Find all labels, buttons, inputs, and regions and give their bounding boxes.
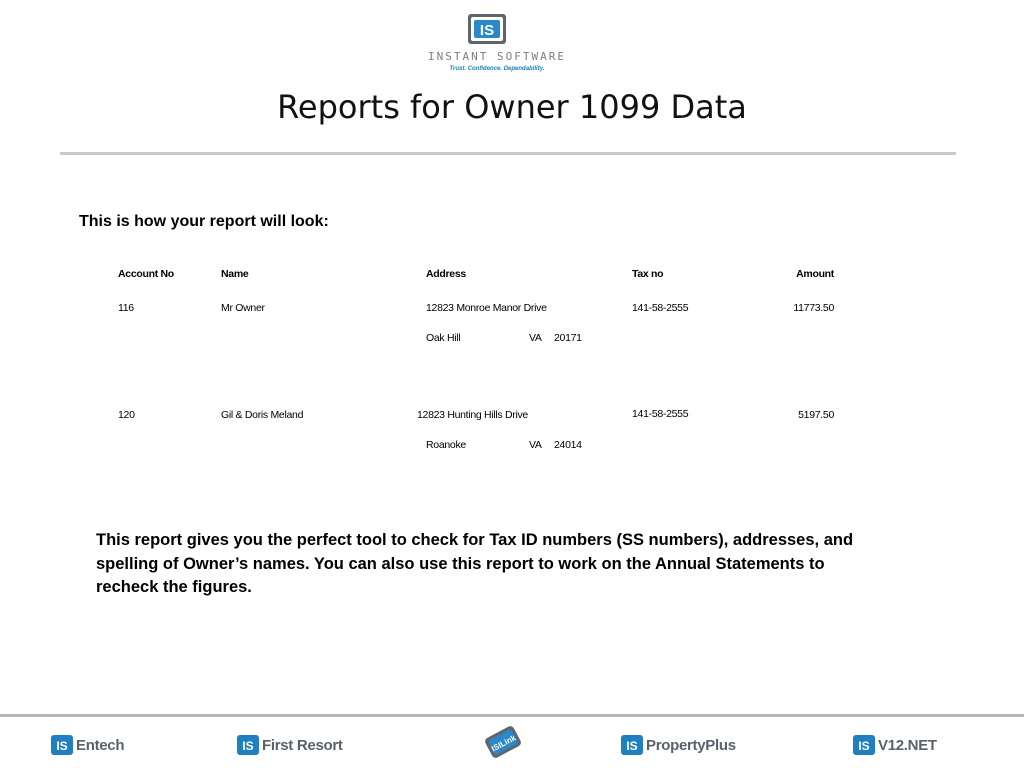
svg-text:IS: IS — [56, 739, 68, 753]
svg-text:IS: IS — [626, 739, 638, 753]
page-title: Reports for Owner 1099 Data — [277, 88, 747, 126]
row-amount: 5197.50 — [798, 409, 834, 421]
is-logo-icon — [236, 734, 260, 756]
row-account-no: 120 — [118, 409, 135, 421]
row-address-line1: 12823 Hunting Hills Drive — [417, 409, 528, 421]
row-zip: 24014 — [554, 439, 582, 451]
brand-v12net — [852, 730, 937, 760]
brand-name: PropertyPlus — [646, 736, 736, 754]
is-logo-icon — [852, 734, 876, 756]
svg-text:IS: IS — [858, 739, 870, 753]
svg-text:IS: IS — [479, 22, 495, 39]
column-header-address: Address — [426, 268, 466, 280]
report-description: This report gives you the perfect tool to check for Tax ID numbers (SS numbers), addresses, and spelling of Owner’s names. You can also use this report to work on the Annual Statements to recheck the figures. — [96, 531, 854, 596]
brand-entech — [50, 730, 124, 760]
is-logo-icon — [416, 12, 578, 52]
row-account-no: 116 — [118, 302, 134, 314]
intro-text: This is how your report will look: — [79, 213, 329, 230]
row-name: Mr Owner — [221, 302, 265, 314]
brand-name: V12.NET — [878, 736, 937, 754]
row-state: VA — [529, 332, 542, 344]
column-header-tax-no: Tax no — [632, 268, 664, 280]
row-city: Roanoke — [426, 439, 466, 451]
row-tax-no: 141-58-2555 — [632, 408, 689, 420]
logo-tagline: Trust. Confidence. Dependability. — [449, 66, 545, 72]
isilink-logo-icon — [482, 722, 524, 762]
row-state: VA — [529, 439, 542, 451]
svg-text:IS: IS — [242, 739, 254, 753]
brand-first-resort — [236, 730, 343, 760]
is-logo-icon — [50, 734, 74, 756]
instant-software-logo — [416, 12, 578, 78]
logo-wordmark: INSTANT SOFTWARE — [428, 50, 566, 63]
svg-text:ISILink: ISILink — [490, 733, 518, 754]
header-divider — [60, 152, 956, 155]
column-header-name: Name — [221, 268, 249, 280]
column-header-amount: Amount — [796, 268, 834, 280]
row-name: Gil & Doris Meland — [221, 409, 304, 421]
brand-name: First Resort — [262, 736, 343, 754]
row-amount: 11773.50 — [793, 302, 834, 314]
brand-isilink — [482, 722, 524, 762]
footer-divider — [0, 714, 1024, 717]
row-city: Oak Hill — [426, 332, 461, 344]
row-address-line1: 12823 Monroe Manor Drive — [426, 302, 547, 314]
brand-propertyplus — [620, 730, 736, 760]
is-logo-icon — [620, 734, 644, 756]
brand-name: Entech — [76, 736, 125, 754]
row-tax-no: 141-58-2555 — [632, 302, 689, 314]
column-header-account-no: Account No — [118, 268, 174, 280]
row-zip: 20171 — [554, 332, 582, 344]
